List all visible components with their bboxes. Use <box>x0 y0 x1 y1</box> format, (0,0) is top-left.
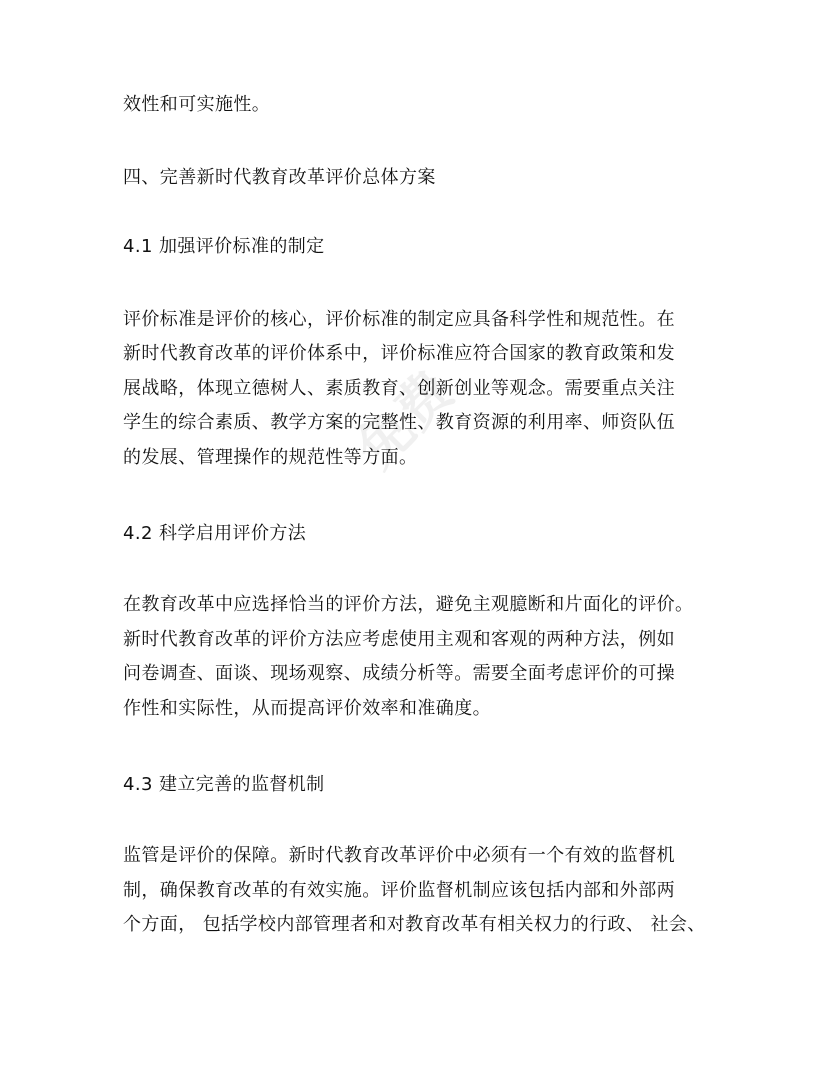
paragraph-4-2-line-4: 作性和实际性，从而提高评价效率和准确度。 <box>123 698 491 719</box>
paragraph-4-3-line-1: 监管是评价的保障。新时代教育改革评价中必须有一个有效的监督机 <box>123 845 675 866</box>
subheading-4-1: 4.1 加强评价标准的制定 <box>123 236 325 257</box>
subheading-4-2: 4.2 科学启用评价方法 <box>123 523 307 544</box>
svg-text:免费: 免费 <box>344 359 466 481</box>
paragraph-4-1-line-4: 学生的综合素质、教学方案的完整性、教育资源的利用率、师资队伍 <box>123 412 675 433</box>
paragraph-4-3-line-3: 个方面， 包括学校内部管理者和对教育改革有相关权力的行政、 社会、 <box>123 914 706 935</box>
paragraph-4-1-line-2: 新时代教育改革的评价体系中，评价标准应符合国家的教育政策和发 <box>123 343 675 364</box>
paragraph-4-2-line-3: 问卷调查、面谈、现场观察、成绩分析等。需要全面考虑评价的可操 <box>123 663 675 684</box>
section-heading-4: 四、完善新时代教育改革评价总体方案 <box>123 167 436 188</box>
paragraph-4-1-line-1: 评价标准是评价的核心，评价标准的制定应具备科学性和规范性。在 <box>123 309 675 330</box>
paragraph-4-2-line-1: 在教育改革中应选择恰当的评价方法，避免主观臆断和片面化的评价。 <box>123 594 694 615</box>
paragraph-4-2-line-2: 新时代教育改革的评价方法应考虑使用主观和客观的两种方法，例如 <box>123 629 675 650</box>
paragraph-4-1-line-3: 展战略，体现立德树人、素质教育、创新创业等观念。需要重点关注 <box>123 378 675 399</box>
text-line-1: 效性和可实施性。 <box>123 94 271 115</box>
paragraph-4-3-line-2: 制，确保教育改革的有效实施。评价监督机制应该包括内部和外部两 <box>123 880 675 901</box>
paragraph-4-1-line-5: 的发展、管理操作的规范性等方面。 <box>123 447 418 468</box>
subheading-4-3: 4.3 建立完善的监督机制 <box>123 774 325 795</box>
